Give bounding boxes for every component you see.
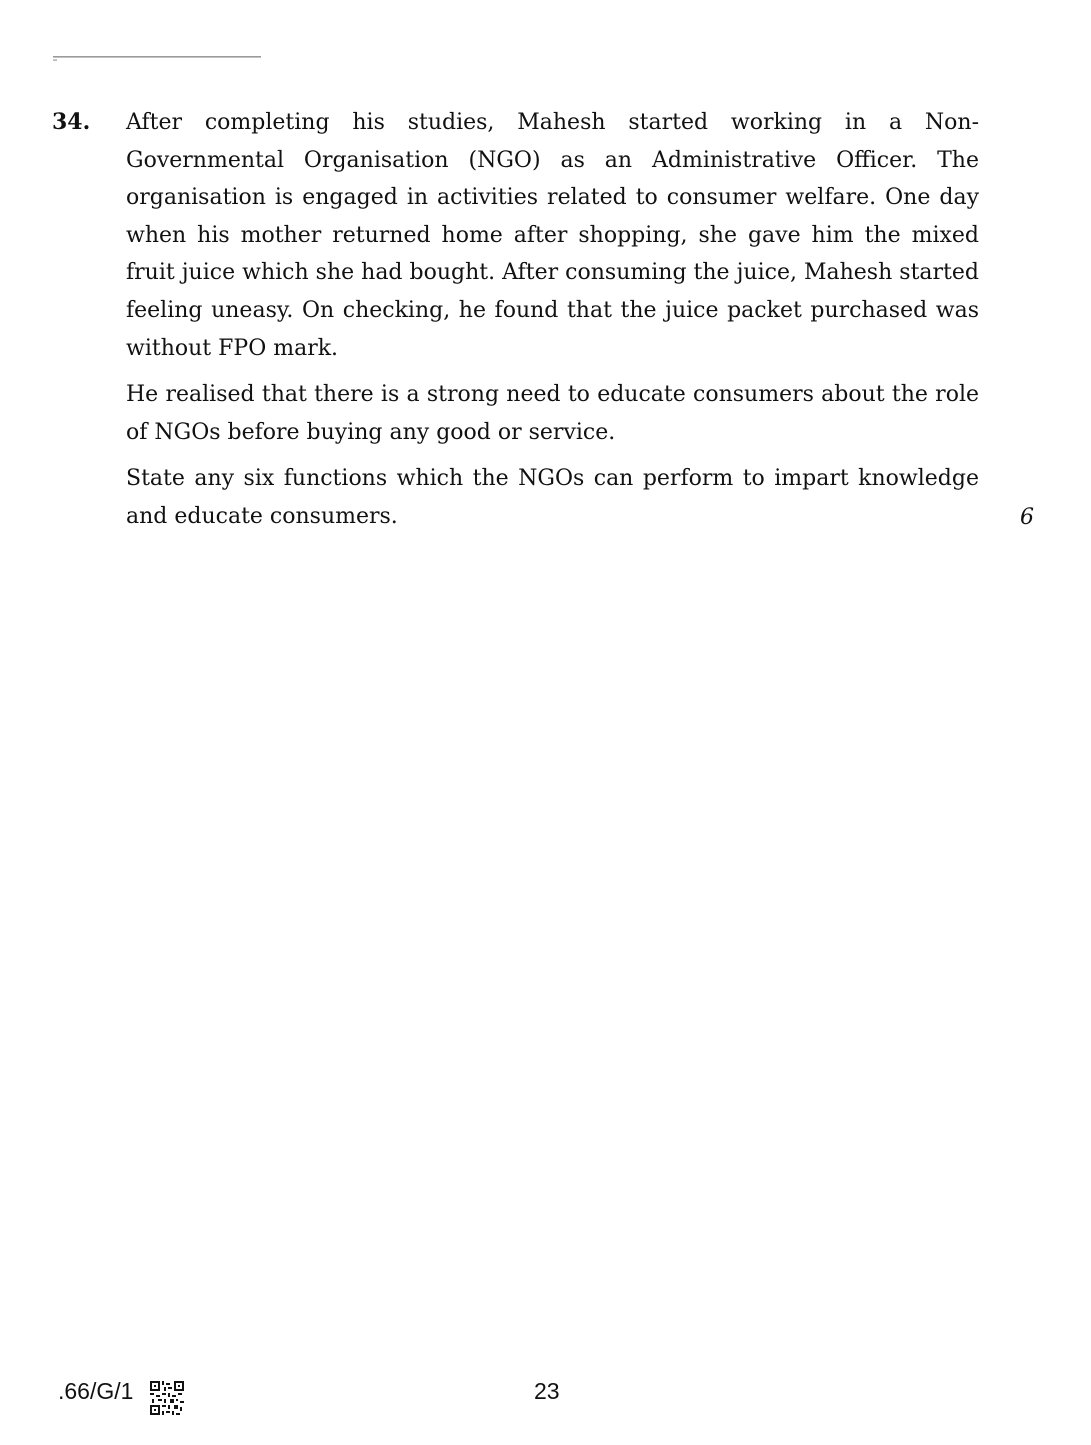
question-body [126, 104, 979, 545]
question-paragraph-3: State any six functions which the NGOs can perform to impart knowledge and educate consumers. [126, 466, 979, 529]
watermark-microtext [53, 54, 261, 62]
page-number: 23 [534, 1378, 560, 1404]
question-marks: 6 [1020, 505, 1034, 530]
question-number: 34. [52, 109, 91, 135]
question-paragraph-2: He realised that there is a strong need to educate consumers about the role of NGOs before buying any good or service. [126, 382, 979, 445]
qr-code-icon [150, 1381, 184, 1415]
paper-code: .66/G/1 [58, 1378, 134, 1404]
question-paragraph-1: After completing his studies, Mahesh started working in a Non-Governmental Organisation (NGO) as an Administrative Officer. The organisation is engaged in activities related to consumer welfare. One day when his mother returned home after shopping, she gave him the mixed fruit juice which she had bought. After consuming the juice, Mahesh started feeling uneasy. On checking, he found that the juice packet purchased was without FPO mark. [126, 110, 979, 361]
